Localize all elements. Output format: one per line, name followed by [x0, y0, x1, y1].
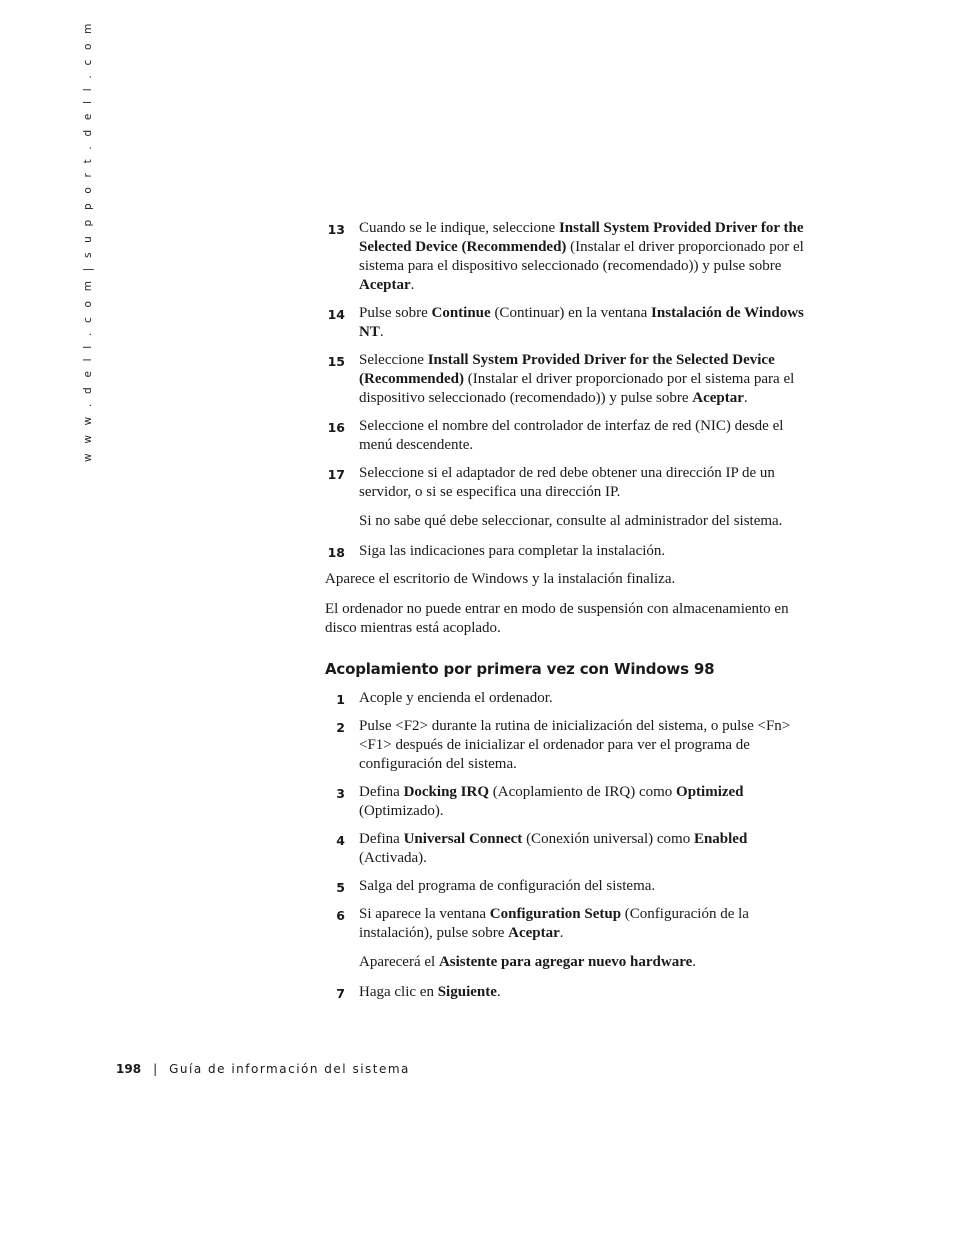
list-item	[325, 351, 815, 408]
section-heading: Acoplamiento por primera vez con Windows 98	[325, 660, 715, 678]
step-number: 4	[336, 833, 345, 848]
footer-title: Guía de información del sistema	[169, 1062, 410, 1076]
step-text: Pulse sobre Continue (Continuar) en la ventana Instalación de Windows NT.	[359, 305, 804, 340]
page-footer	[116, 1062, 410, 1076]
list-item	[325, 717, 815, 774]
steps-list-a	[325, 219, 815, 561]
paragraph-suspend: El ordenador no puede entrar en modo de suspensión con almacenamiento en disco mientras está acoplado.	[325, 601, 789, 636]
step-number: 5	[336, 880, 345, 895]
steps-list-b	[325, 689, 815, 1002]
main-content	[325, 219, 815, 1011]
step-text: Cuando se le indique, seleccione Install System Provided Driver for the Selected Device (Recommended) (Instalar el driver proporcionado por el sistema para el dispositivo seleccionado (recomendado)) y pulse sobre Aceptar.	[359, 220, 804, 293]
list-item	[325, 983, 815, 1002]
list-item	[325, 783, 815, 821]
list-item	[325, 877, 815, 896]
page-number: 198	[116, 1062, 142, 1076]
footer-separator: |	[153, 1062, 158, 1076]
step-number: 1	[336, 692, 345, 707]
list-item	[325, 689, 815, 708]
step-text: Pulse <F2> durante la rutina de inicialización del sistema, o pulse <Fn><F1> después de inicializar el ordenador para ver el programa de configuración del sistema.	[359, 718, 791, 772]
step-text: Siga las indicaciones para completar la instalación.	[359, 543, 666, 559]
list-item	[325, 304, 815, 342]
paragraph-desktop: Aparece el escritorio de Windows y la instalación finaliza.	[325, 571, 676, 587]
step-number: 7	[336, 986, 345, 1001]
step-text: Haga clic en Siguiente.	[359, 984, 501, 1000]
step-note: Si no sabe qué debe seleccionar, consulte al administrador del sistema.	[359, 513, 783, 529]
step-number: 2	[336, 720, 345, 735]
list-item	[325, 542, 815, 561]
step-number: 18	[327, 545, 345, 560]
list-item	[325, 219, 815, 295]
side-url: w w w . d e l l . c o m | s u p p o r t . d e l l . c o m	[82, 20, 94, 462]
step-number: 3	[336, 786, 345, 801]
step-text: Defina Universal Connect (Conexión universal) como Enabled (Activada).	[359, 831, 748, 866]
step-text: Salga del programa de configuración del sistema.	[359, 878, 656, 894]
step-number: 6	[336, 908, 345, 923]
step-note: Aparecerá el Asistente para agregar nuevo hardware.	[359, 954, 697, 970]
step-text: Seleccione el nombre del controlador de interfaz de red (NIC) desde el menú descendente.	[359, 418, 784, 453]
step-number: 15	[327, 354, 345, 369]
list-item	[325, 417, 815, 455]
step-number: 17	[327, 467, 345, 482]
step-number: 16	[327, 420, 345, 435]
step-text: Seleccione si el adaptador de red debe obtener una dirección IP de un servidor, o si se especifica una dirección IP.	[359, 465, 775, 500]
list-item	[325, 830, 815, 868]
step-text: Seleccione Install System Provided Driver for the Selected Device (Recommended) (Instalar el driver proporcionado por el sistema para el dispositivo seleccionado (recomendado)) y pulse sobre Aceptar.	[359, 352, 795, 406]
step-number: 14	[327, 307, 345, 322]
list-item	[325, 464, 815, 502]
step-text: Defina Docking IRQ (Acoplamiento de IRQ) como Optimized (Optimizado).	[359, 784, 744, 819]
step-number: 13	[327, 222, 345, 237]
list-item	[325, 905, 815, 943]
step-text: Acople y encienda el ordenador.	[359, 690, 553, 706]
step-text: Si aparece la ventana Configuration Setup (Configuración de la instalación), pulse sobre Aceptar.	[359, 906, 749, 941]
